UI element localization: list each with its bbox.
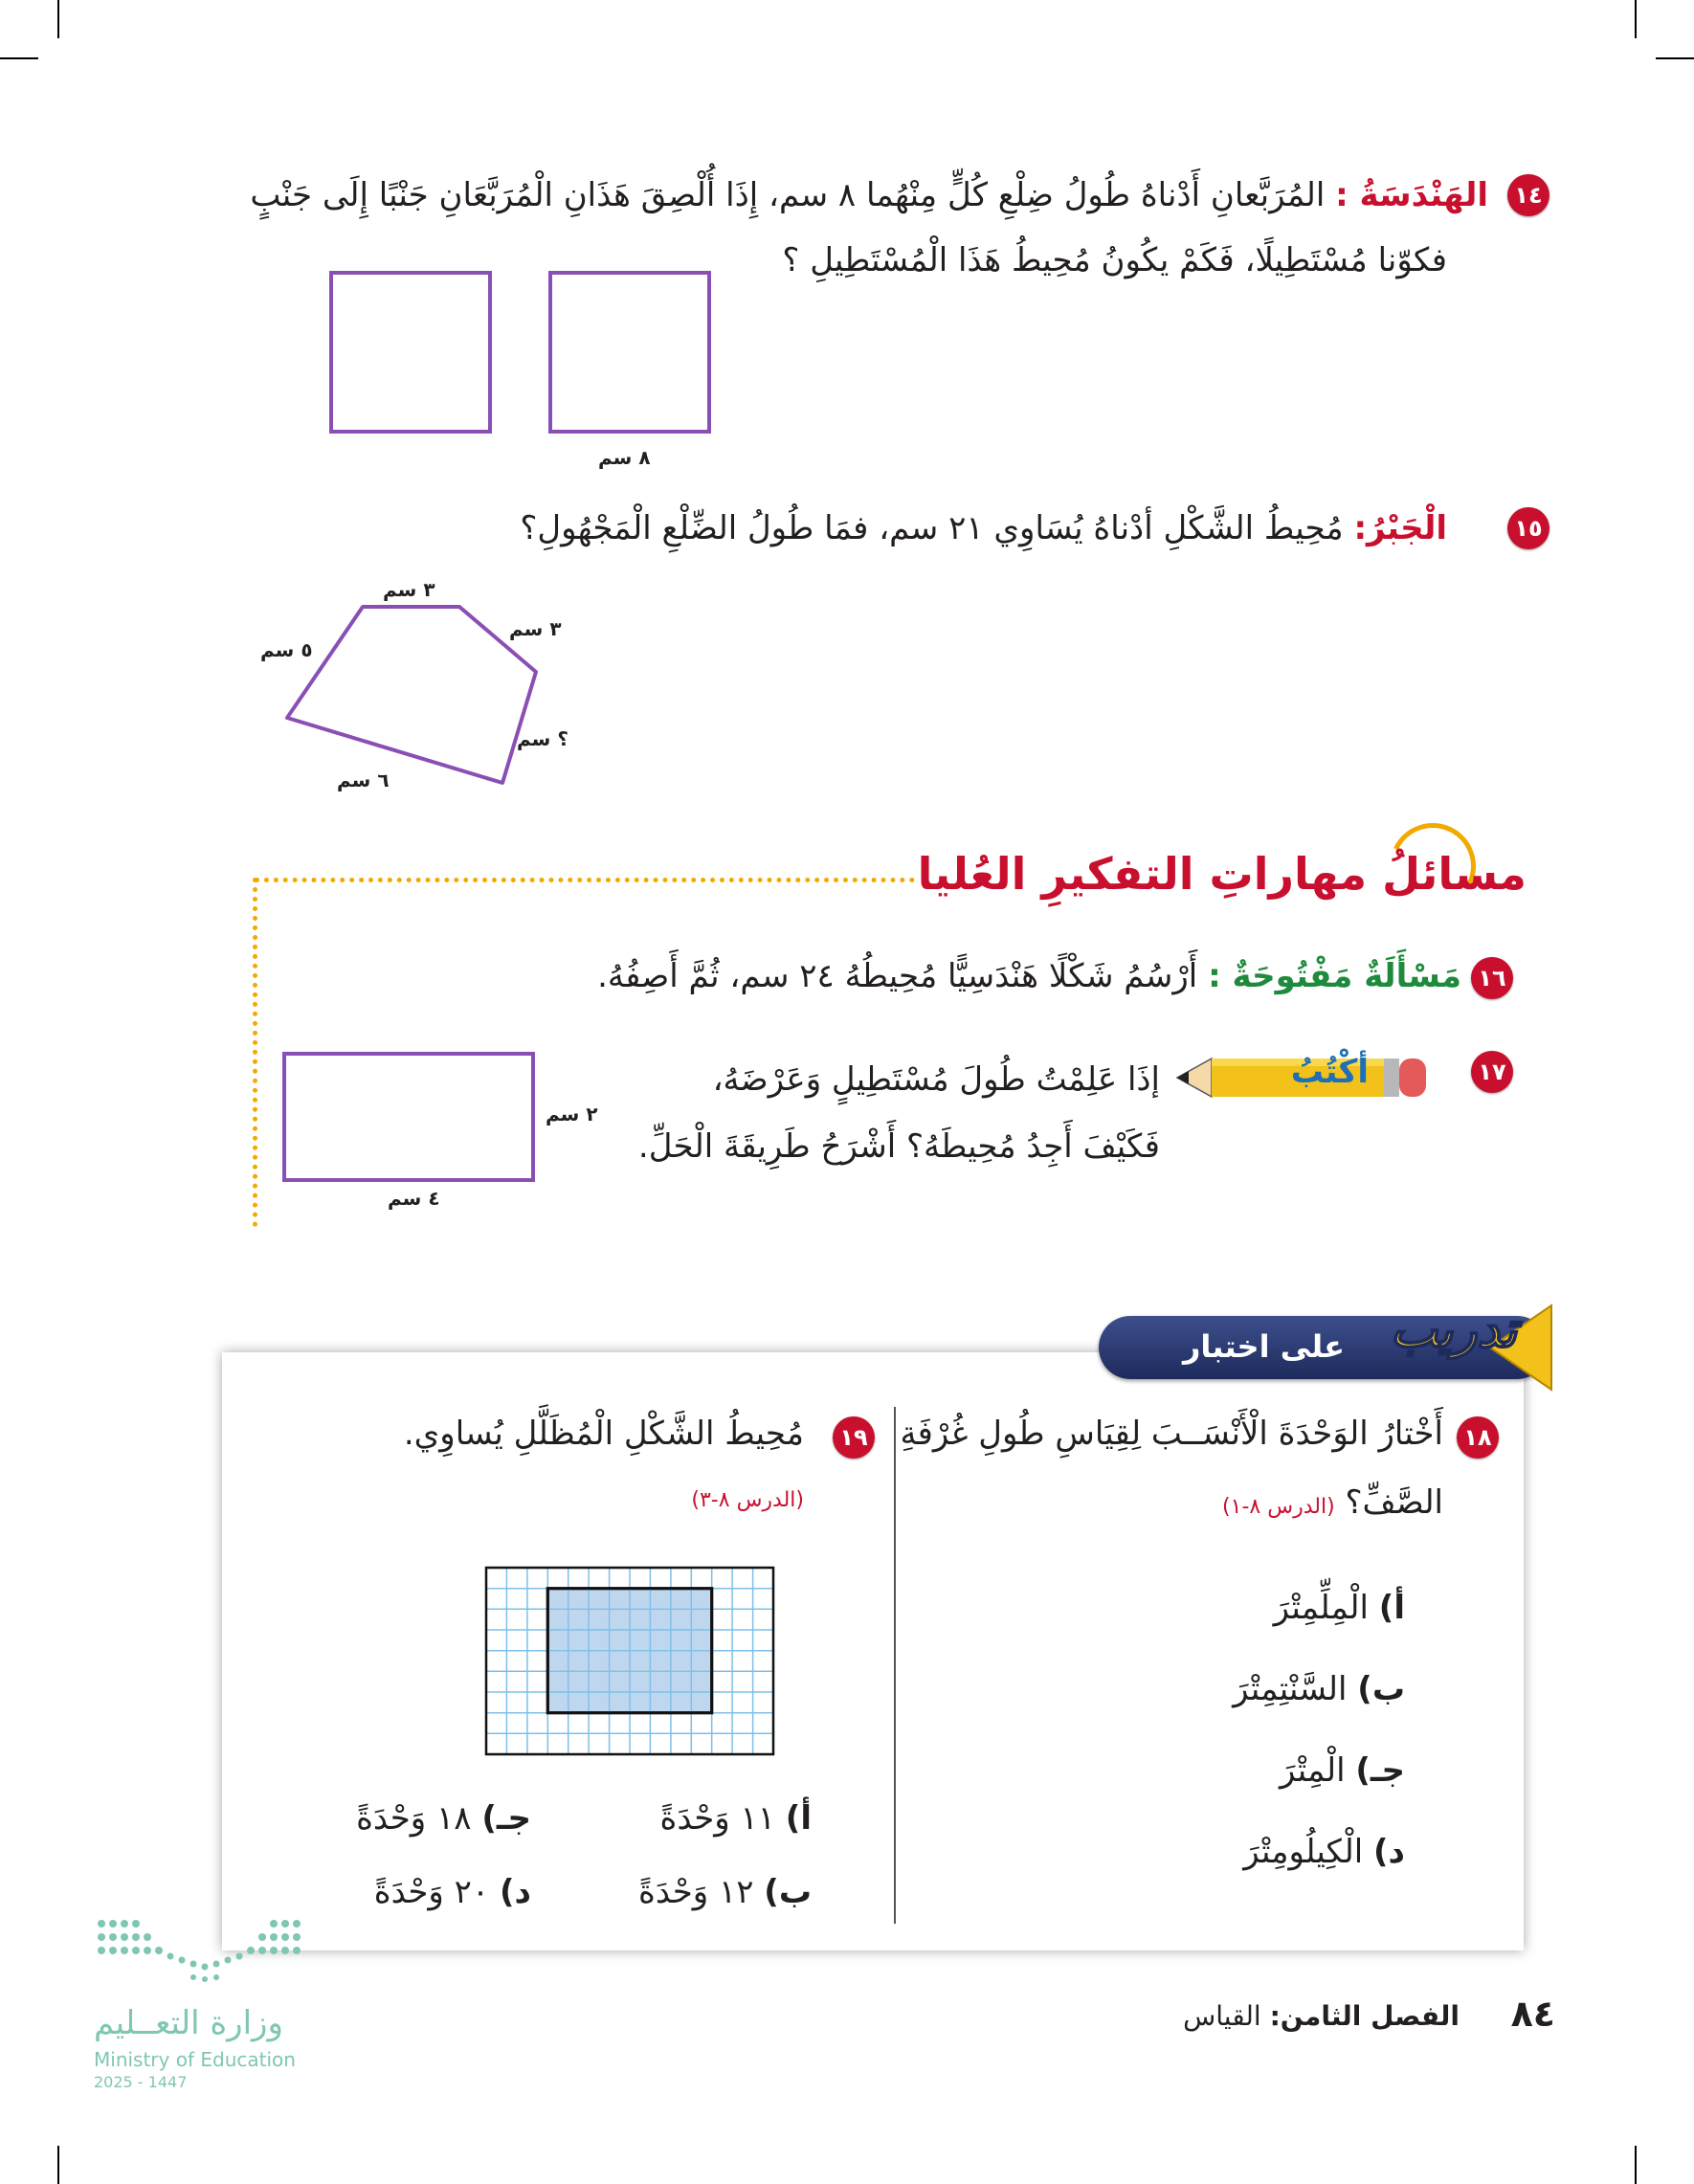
answer-option[interactable] — [660, 1799, 812, 1838]
crop-mark — [1635, 2146, 1637, 2184]
pencil-label: أكْتُبُ — [1290, 1053, 1369, 1091]
dotted-frame-top — [255, 878, 915, 882]
option-letter: جـ) — [1355, 1751, 1405, 1790]
question-14-line-1 — [250, 176, 1488, 214]
question-18-line-1: أَخْتارُ الوَحْدَةَ الْأَنْسَــبَ لِقِيَاسِ طُولِ غُرْفَةِ — [900, 1415, 1443, 1453]
side-label: ٤ سم — [388, 1187, 440, 1210]
question-keyword: الْجَبْرُ: — [1353, 509, 1447, 547]
chapter-label: الفصل الثامن: — [1269, 2000, 1460, 2032]
question-19-text: مُحِيطُ الشَّكْلِ الْمُظَلَّلِ يُساوِي. — [403, 1415, 804, 1453]
crop-mark — [57, 0, 59, 38]
option-letter: ب) — [764, 1873, 812, 1911]
question-15-text — [520, 509, 1447, 547]
answer-option[interactable] — [1243, 1833, 1405, 1871]
lesson-ref: (الدرس ٨-١) — [1222, 1495, 1335, 1519]
crop-mark — [1635, 0, 1637, 38]
crop-mark — [0, 57, 38, 59]
question-text: مُحِيطُ الشَّكْلِ أدْناهُ يُسَاوِي ٢١ سم، فمَا طُولُ الضِّلْعِ الْمَجْهُولِ؟ — [520, 509, 1344, 547]
ministry-year: 2025 - 1447 — [94, 2073, 188, 2091]
answer-option[interactable] — [374, 1873, 531, 1911]
option-letter: أ) — [1378, 1589, 1405, 1627]
answer-option[interactable] — [1274, 1589, 1405, 1627]
side-label: ٣ سم — [383, 578, 435, 601]
two-squares-figure — [316, 263, 737, 455]
ministry-english-name: Ministry of Education — [94, 2048, 296, 2071]
question-18-line-2 — [1222, 1483, 1443, 1522]
option-letter: د) — [1373, 1833, 1405, 1871]
rectangle-figure — [278, 1048, 546, 1182]
option-text: الْمِتْرَ — [1280, 1751, 1346, 1790]
pentagon-figure — [268, 584, 593, 794]
page-number: ٨٤ — [1510, 1993, 1555, 2035]
option-text: ١٨ وَحْدَةً — [356, 1799, 472, 1838]
dotted-frame-left — [253, 878, 257, 1227]
answer-option[interactable] — [356, 1799, 531, 1838]
question-keyword: الهَنْدَسَةُ : — [1335, 176, 1488, 214]
crop-mark — [1656, 57, 1694, 59]
crop-mark — [57, 2146, 59, 2184]
option-letter: ب) — [1357, 1670, 1405, 1708]
practice-script: تدريب — [1390, 1302, 1517, 1359]
option-text: الْكِيلُومِتْرَ — [1243, 1833, 1364, 1871]
chapter-subject: القياس — [1183, 2000, 1261, 2032]
question-17-line-2: فَكَيْفَ أَجِدُ مُحِيطَهُ؟ أَشْرَحُ طَرِيقَةَ الْحَلِّ. — [637, 1127, 1160, 1166]
option-text: ٢٠ وَحْدَةً — [373, 1873, 490, 1911]
answer-option[interactable] — [1233, 1670, 1405, 1708]
hots-title: مسائلُ مهاراتِ التفكيرِ العُليا — [917, 848, 1527, 900]
question-text: أَرْسُمُ شَكْلًا هَنْدَسِيًّا مُحِيطُهُ ٢٤ سم، ثُمَّ أَصِفُهُ. — [597, 957, 1198, 995]
option-letter: أ) — [785, 1799, 812, 1838]
question-text: المُرَبَّعانِ أَدْناهُ طُولُ ضِلْعِ كُلٍّ مِنْهُما ٨ سم، إِذَا أُلْصِقَ هَذَانِ الْمُرَبَّعَانِ جَنْبًا إِلَى جَنْبٍ — [250, 176, 1326, 214]
side-label: ٢ سم — [546, 1103, 598, 1125]
option-text: ١٢ وَحْدَةً — [638, 1873, 754, 1911]
question-17-line-1: إذَا عَلِمْتُ طُولَ مُسْتَطِيلٍ وَعَرْضَهُ، — [712, 1060, 1160, 1099]
question-number: ١٧ — [1471, 1051, 1513, 1093]
footer-chapter — [1183, 2000, 1460, 2032]
question-number: ١٤ — [1507, 174, 1549, 216]
side-label: ؟ سم — [517, 727, 568, 750]
side-label: ٥ سم — [260, 638, 313, 661]
option-letter: جـ) — [481, 1799, 531, 1838]
option-text: ١١ وَحْدَةً — [659, 1799, 775, 1838]
question-number: ١٨ — [1457, 1416, 1499, 1459]
practice-subtitle: على اختبار — [1182, 1328, 1345, 1365]
ministry-logo-icon — [94, 1914, 304, 1991]
question-text: الصَّفِّ؟ — [1345, 1483, 1443, 1522]
option-text: الْمِلِّمِتْرَ — [1273, 1589, 1369, 1627]
column-divider — [894, 1407, 896, 1924]
side-label: ٣ سم — [509, 617, 562, 640]
question-number: ١٩ — [833, 1416, 875, 1459]
side-label: ٦ سم — [337, 769, 390, 791]
answer-option[interactable] — [1280, 1751, 1405, 1790]
question-14-line-2: فكوّنا مُسْتَطِيلًا، فَكَمْ يكُونُ مُحِيطُ هَذَا الْمُسْتَطِيلِ ؟ — [782, 241, 1447, 279]
lesson-ref: (الدرس ٨-٣) — [691, 1488, 804, 1512]
question-number: ١٥ — [1507, 507, 1549, 549]
option-letter: د) — [500, 1873, 531, 1911]
answer-option[interactable] — [638, 1873, 812, 1911]
question-keyword: مَسْأَلَةٌ مَفْتُوحَةٌ : — [1208, 957, 1461, 995]
option-text: السَّنْتِمِتْرَ — [1233, 1670, 1348, 1708]
ministry-arabic-name: وزارة التعــليم — [94, 2004, 283, 2042]
question-16-text — [597, 957, 1461, 995]
question-number: ١٦ — [1471, 957, 1513, 999]
shaded-grid-figure — [483, 1565, 780, 1756]
side-label: ٨ سم — [598, 446, 651, 469]
